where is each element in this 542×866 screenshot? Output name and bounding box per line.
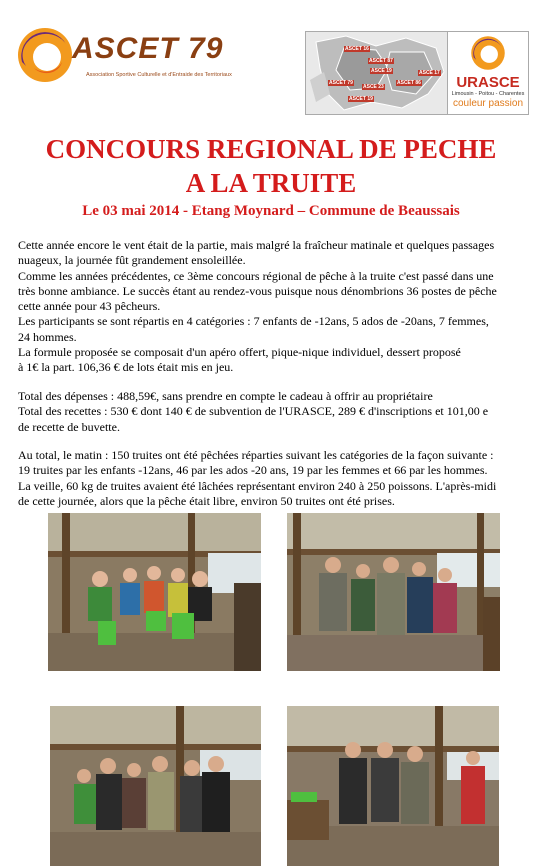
- event-subtitle: Le 03 mai 2014 - Etang Moynard – Commune de Beaussais: [82, 203, 460, 219]
- urasce-logo: [447, 31, 529, 115]
- region-map: [305, 31, 449, 115]
- paragraph-results: [18, 448, 530, 509]
- photo-children-group: [48, 513, 261, 671]
- text-line: Comme les années précédentes, ce 3ème concours régional de pêche à la truite c'est passé dans une: [18, 268, 494, 283]
- text-line: Les participants se sont répartis en 4 catégories : 7 enfants de -12ans, 5 ados de -20ans, 7 femmes,: [18, 314, 489, 329]
- logo-subtitle: Association Sportive Culturelle et d'Entraide des Territoriaux: [86, 72, 232, 78]
- map-label: ASCE 19: [371, 68, 392, 74]
- paragraph-budget: [18, 389, 530, 435]
- map-label: ASCE 23: [363, 84, 384, 90]
- photo-women-group: [50, 706, 261, 866]
- text-line: 19 truites par les enfants -12ans, 46 par les ados -20 ans, 19 par les femmes et 66 par les hommes.: [18, 463, 488, 478]
- map-label: ASCET 87: [369, 58, 393, 64]
- logo-name: ASCET 79: [72, 32, 224, 65]
- text-line: cette année pour 43 pêcheurs.: [18, 299, 161, 314]
- swirl-logo-icon: [16, 26, 74, 84]
- photo-teens-group: [287, 513, 500, 671]
- page-title-line1: CONCOURS REGIONAL DE PECHE: [45, 134, 497, 164]
- text-line: 24 hommes.: [18, 329, 77, 344]
- map-label: ASCET 16: [345, 46, 369, 52]
- map-label: ASCET 19: [349, 96, 373, 102]
- text-line: Au total, le matin : 150 truites ont été pêchées réparties suivant les catégories de la façon suivante :: [18, 448, 494, 462]
- partner-name: URASCE: [456, 74, 520, 91]
- text-line: Total des dépenses : 488,59€, sans prendre en compte le cadeau à offrir au propriétaire: [18, 389, 433, 403]
- text-line: La veille, 60 kg de truites avaient été lâchées représentant environ 240 à 250 poissons. L'après-midi: [18, 478, 497, 493]
- photo-men-group: [287, 706, 499, 866]
- map-label: ASCET 79: [329, 80, 353, 86]
- text-line: très bonne ambiance. Le succès étant au rendez-vous puisque nous dénombrions 36 postes de pêche: [18, 283, 497, 298]
- text-line: de cette journée, alors que la pêche était libre, environ 50 truites ont été prises.: [18, 493, 395, 508]
- swirl-logo-icon: [470, 35, 506, 71]
- partner-region: Limousin - Poitou - Charentes: [451, 91, 525, 97]
- text-line: de recette de buvette.: [18, 419, 120, 434]
- page-title-line2: A LA TRUITE: [185, 168, 357, 198]
- map-label: ASCE 17: [419, 70, 440, 76]
- map-label: ASCET 86: [397, 80, 421, 86]
- text-line: à 1€ la part. 106,36 € de lots était mis en jeu.: [18, 360, 234, 375]
- ascet-logo: [16, 26, 246, 92]
- text-line: nuageux, la journée fût grandement ensoleillée.: [18, 253, 246, 268]
- text-line: Total des recettes : 530 € dont 140 € de subvention de l'URASCE, 289 € d'inscriptions et 101,00 e: [18, 404, 489, 419]
- partner-tagline: couleur passion: [452, 98, 524, 109]
- paragraph-intro: [18, 238, 530, 376]
- text-line: Cette année encore le vent était de la partie, mais malgré la fraîcheur matinale et quelques passages: [18, 238, 495, 252]
- text-line: La formule proposée se composait d'un apéro offert, pique-nique individuel, dessert proposé: [18, 345, 461, 360]
